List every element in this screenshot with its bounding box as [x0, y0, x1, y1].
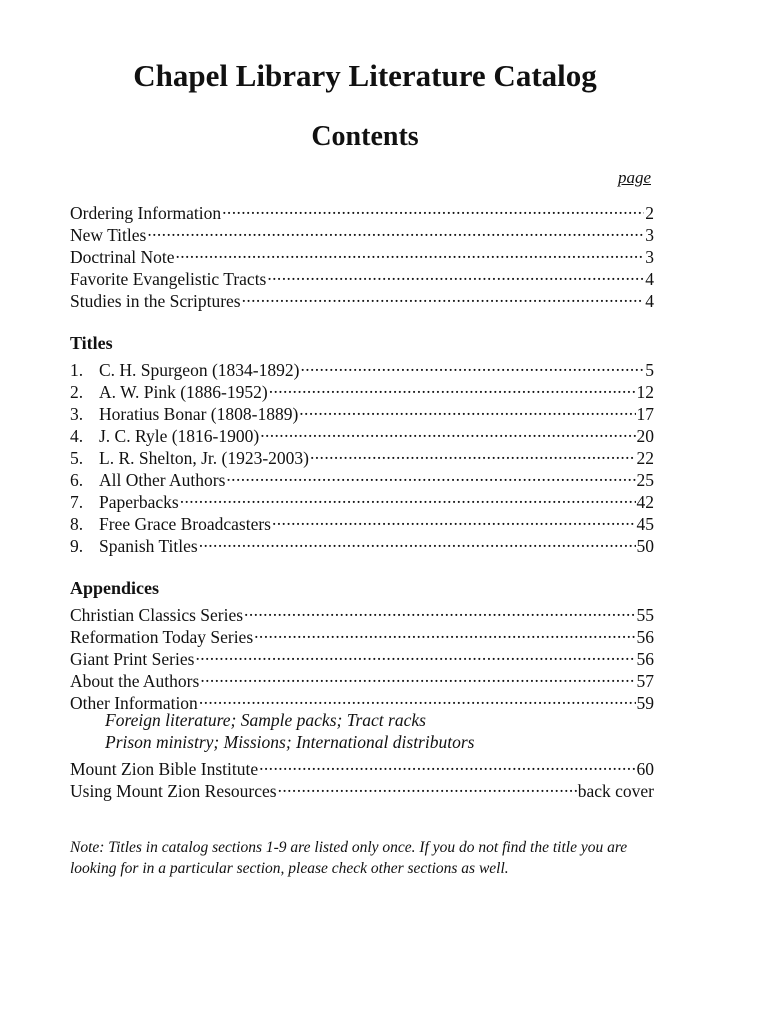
toc-label: Horatius Bonar (1808-1889)	[99, 404, 299, 424]
toc-page-number: 55	[636, 605, 654, 625]
toc-page-number: back cover	[577, 781, 654, 801]
toc-leader	[222, 197, 644, 219]
page-column-label: page	[617, 168, 651, 187]
toc-label: Favorite Evangelistic Tracts	[70, 269, 267, 289]
toc-page-number: 56	[636, 649, 654, 669]
toc-number: 3.	[70, 404, 84, 424]
toc-label: Doctrinal Note	[70, 247, 175, 267]
toc-leader	[272, 508, 636, 530]
toc-label: About the Authors	[70, 671, 200, 691]
toc-leader	[175, 241, 644, 263]
toc-number: 1.	[70, 360, 84, 380]
toc-leader	[200, 665, 635, 687]
toc-label: Free Grace Broadcasters	[99, 514, 271, 534]
toc-leader	[242, 285, 645, 307]
toc-number: 4.	[70, 426, 84, 446]
appendices-section	[70, 577, 654, 801]
toc-page-number: 60	[636, 759, 654, 779]
contents-heading: Contents	[311, 121, 419, 152]
toc-leader	[244, 599, 635, 621]
toc-leader	[226, 464, 635, 486]
toc-label: Giant Print Series	[70, 649, 195, 669]
toc-number: 9.	[70, 536, 84, 556]
appendices-heading: Appendices	[70, 578, 160, 598]
toc-leader	[254, 621, 635, 643]
toc-page-number: 12	[636, 382, 654, 402]
toc-leader	[267, 263, 644, 285]
toc-number: 6.	[70, 470, 84, 490]
toc-page-number: 50	[636, 536, 654, 556]
toc-label: Mount Zion Bible Institute	[70, 759, 259, 779]
toc-page-number: 2	[645, 203, 654, 223]
toc-label: Christian Classics Series	[70, 605, 244, 625]
toc-number: 2.	[70, 382, 84, 402]
toc-row[interactable]	[70, 599, 654, 625]
toc-leader	[259, 753, 635, 775]
toc-label: Studies in the Scriptures	[70, 291, 241, 311]
toc-label: All Other Authors	[99, 470, 226, 490]
toc-label: L. R. Shelton, Jr. (1923-2003)	[99, 448, 309, 468]
page-title: Chapel Library Literature Catalog	[133, 58, 597, 93]
toc-row[interactable]	[70, 354, 654, 380]
toc-leader	[278, 775, 577, 797]
toc-page-number: 56	[636, 627, 654, 647]
toc-page-number: 17	[636, 404, 654, 424]
front-matter-list	[70, 197, 654, 311]
toc-label: J. C. Ryle (1816-1900)	[99, 426, 260, 446]
toc-row[interactable]	[70, 241, 654, 267]
toc-row[interactable]	[70, 219, 654, 245]
toc-leader	[300, 354, 644, 376]
toc-label: Ordering Information	[70, 203, 222, 223]
toc-label: Using Mount Zion Resources	[70, 781, 277, 801]
toc-leader	[310, 442, 636, 464]
toc-page-number: 45	[636, 514, 654, 534]
toc-leader	[199, 530, 636, 552]
toc-row[interactable]	[70, 753, 654, 779]
toc-label: Paperbacks	[99, 492, 179, 512]
toc-label: Reformation Today Series	[70, 627, 254, 647]
toc-leader	[180, 486, 636, 508]
toc-leader	[269, 376, 636, 398]
toc-page-number: 57	[636, 671, 654, 691]
toc-page-number: 3	[645, 225, 654, 245]
toc-number: 7.	[70, 492, 84, 512]
titles-heading: Titles	[70, 333, 113, 353]
toc-page-number: 3	[645, 247, 654, 267]
toc-page-number: 59	[636, 693, 654, 713]
toc-label: A. W. Pink (1886-1952)	[99, 382, 268, 402]
toc-leader	[299, 398, 635, 420]
toc-label: C. H. Spurgeon (1834-1892)	[99, 360, 300, 380]
toc-page-number: 42	[636, 492, 654, 512]
toc-page-number: 5	[645, 360, 654, 380]
toc-leader	[195, 643, 635, 665]
toc-row[interactable]	[70, 197, 654, 223]
toc-label: New Titles	[70, 225, 147, 245]
toc-page-number: 22	[636, 448, 654, 468]
toc-page-number: 4	[645, 269, 654, 289]
other-info-detail: Foreign literature; Sample packs; Tract racks	[105, 710, 426, 730]
toc-number: 5.	[70, 448, 84, 468]
toc-number: 8.	[70, 514, 84, 534]
other-info-detail: Prison ministry; Missions; International distributors	[105, 732, 475, 752]
toc-leader	[199, 687, 636, 709]
toc-leader	[147, 219, 644, 241]
toc-page-number: 25	[636, 470, 654, 490]
toc-page-number: 4	[645, 291, 654, 311]
toc-page-number: 20	[636, 426, 654, 446]
toc-leader	[260, 420, 635, 442]
titles-section	[70, 332, 654, 556]
toc-label: Other Information	[70, 693, 198, 713]
toc-label: Spanish Titles	[99, 536, 198, 556]
catalog-note: Note: Titles in catalog sections 1-9 are listed only once. If you do not find the title you are looking for in a particular section, please check other sections as well.	[70, 838, 628, 877]
